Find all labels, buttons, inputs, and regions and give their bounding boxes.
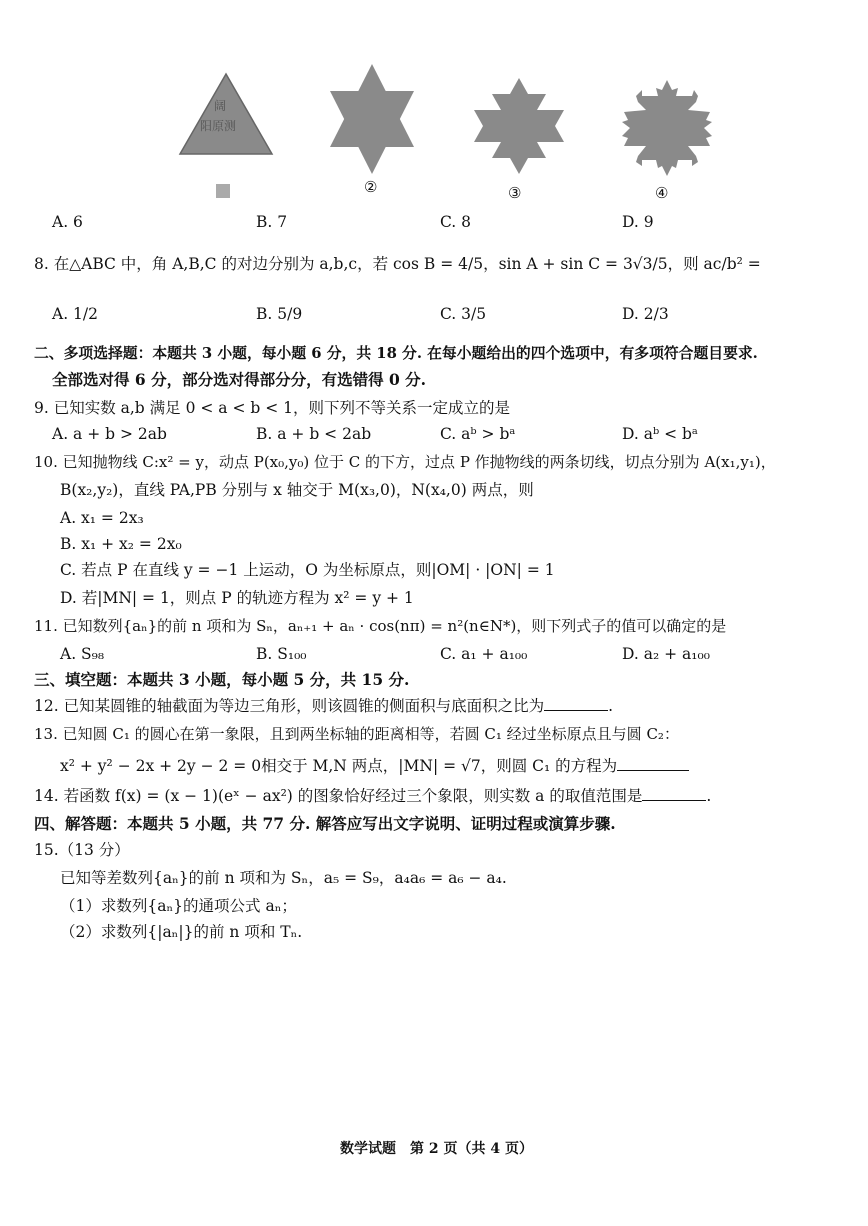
- section-4-heading: 四、解答题：本题共 5 小题，共 77 分. 解答应写出文字说明、证明过程或演算步骤.: [34, 814, 616, 833]
- figure-3-label: ③: [508, 184, 522, 202]
- q15-part1: （1）求数列{aₙ}的通项公式 aₙ；: [60, 897, 297, 915]
- q8-option-a: A. 1/2: [52, 305, 98, 323]
- q15-part2: （2）求数列{|aₙ|}的前 n 项和 Tₙ.: [60, 923, 303, 941]
- q13-line2-text: x² + y² − 2x + 2y − 2 = 0相交于 M,N 两点，|MN| = √7，则圆 C₁ 的方程为: [60, 757, 618, 775]
- q14-period: .: [706, 787, 712, 805]
- q15-head: 15.（13 分）: [34, 841, 130, 859]
- q12-period: .: [608, 697, 614, 715]
- q9-option-b: B. a + b < 2ab: [256, 425, 372, 443]
- figure-1-triangle: [178, 72, 274, 156]
- q9-option-a: A. a + b > 2ab: [52, 425, 167, 443]
- figure-4-koch: [612, 70, 722, 184]
- q9-stem: 9. 已知实数 a,b 满足 0 < a < b < 1，则下列不等关系一定成立的是: [34, 399, 510, 417]
- figure-3-koch: [464, 68, 574, 184]
- q8-stem: 8. 在△ABC 中，角 A,B,C 的对边分别为 a,b,c，若 cos B = 4/5，sin A + sin C = 3√3/5，则 ac/b² =: [34, 255, 761, 273]
- q13-line2: [60, 756, 689, 776]
- q11-option-a: A. S₉₈: [60, 645, 105, 663]
- q10-stem-line1: 10. 已知抛物线 C:x² = y，动点 P(x₀,y₀) 位于 C 的下方，过点 P 作抛物线的两条切线，切点分别为 A(x₁,y₁)，: [34, 453, 776, 471]
- q10-option-a: A. x₁ = 2x₃: [60, 509, 144, 527]
- q14-text: 14. 若函数 f(x) = (x − 1)(eˣ − ax²) 的图象恰好经过三个象限，则实数 a 的取值范围是: [34, 787, 643, 805]
- section-3-heading: 三、填空题：本题共 3 小题，每小题 5 分，共 15 分.: [34, 670, 410, 689]
- q8-option-c: C. 3/5: [440, 305, 487, 323]
- q12-text: 12. 已知某圆锥的轴截面为等边三角形，则该圆锥的侧面积与底面积之比为: [34, 697, 545, 715]
- q10-option-b: B. x₁ + x₂ = 2x₀: [60, 535, 182, 553]
- figure-4-label: ④: [655, 184, 669, 202]
- q13-answer-blank[interactable]: [617, 756, 689, 771]
- q11-stem: 11. 已知数列{aₙ}的前 n 项和为 Sₙ，aₙ₊₁ + aₙ · cos(nπ) = n²(n∈N*)，则下列式子的值可以确定的是: [34, 617, 727, 635]
- q8-option-d: D. 2/3: [622, 305, 669, 323]
- q10-option-d: D. 若|MN| = 1，则点 P 的轨迹方程为 x² = y + 1: [60, 589, 414, 607]
- svg-text:阔: 阔: [214, 99, 227, 113]
- figure-2-hexagram: [322, 62, 422, 176]
- section-2-heading: 二、多项选择题：本题共 3 小题，每小题 6 分，共 18 分. 在每小题给出的四个选项中，有多项符合题目要求.: [34, 345, 758, 362]
- q14-answer-blank[interactable]: [642, 786, 706, 801]
- q11-option-c: C. a₁ + a₁₀₀: [440, 645, 528, 663]
- q10-option-c: C. 若点 P 在直线 y = −1 上运动，O 为坐标原点，则|OM| · |ON| = 1: [60, 561, 555, 579]
- figure-1-label-mark: [216, 184, 230, 198]
- q12-answer-blank[interactable]: [544, 696, 608, 711]
- q9-option-c: C. aᵇ > bᵃ: [440, 425, 516, 443]
- q10-stem-line2: B(x₂,y₂)，直线 PA,PB 分别与 x 轴交于 M(x₃,0)，N(x₄,0) 两点，则: [60, 481, 534, 499]
- q11-option-b: B. S₁₀₀: [256, 645, 307, 663]
- q14: [34, 786, 711, 806]
- q15-line1: 已知等差数列{aₙ}的前 n 项和为 Sₙ，a₅ = S₉，a₄a₆ = a₆ − a₄.: [60, 869, 507, 887]
- section-2-heading-cont: 全部选对得 6 分，部分选对得部分分，有选错得 0 分.: [52, 370, 427, 389]
- figure-2-label: ②: [364, 178, 378, 196]
- q8-option-b: B. 5/9: [256, 305, 303, 323]
- q7-option-b: B. 7: [256, 213, 288, 231]
- q13-stem-line1: 13. 已知圆 C₁ 的圆心在第一象限，且到两坐标轴的距离相等，若圆 C₁ 经过坐标原点且与圆 C₂：: [34, 725, 679, 743]
- q7-option-d: D. 9: [622, 213, 654, 231]
- q7-option-a: A. 6: [52, 213, 83, 231]
- q9-option-d: D. aᵇ < bᵃ: [622, 425, 698, 443]
- q7-option-c: C. 8: [440, 213, 472, 231]
- svg-text:阳原测: 阳原测: [200, 119, 237, 133]
- q11-option-d: D. a₂ + a₁₀₀: [622, 645, 710, 663]
- page-footer: 数学试题 第 2 页（共 4 页）: [340, 1141, 533, 1157]
- q12: [34, 696, 613, 716]
